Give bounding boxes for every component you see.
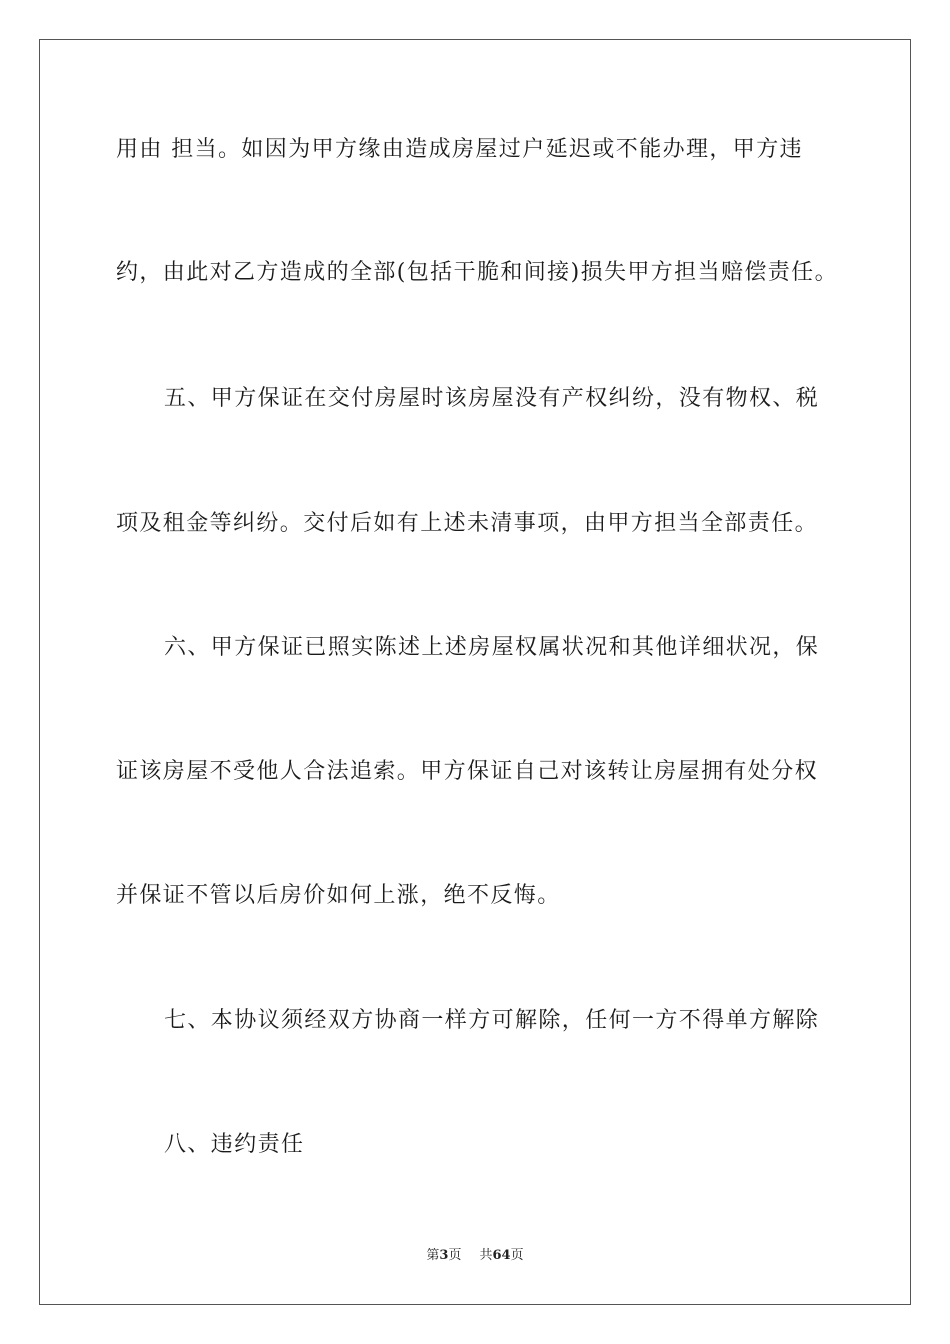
footer-page-number: 3	[439, 1248, 449, 1263]
clause-6-line-3: 并保证不管以后房价如何上涨，绝不反悔。	[116, 883, 561, 908]
clause-7-line-1: 七、本协议须经双方协商一样方可解除，任何一方不得单方解除	[164, 1008, 820, 1033]
page-footer	[0, 1247, 950, 1265]
footer-total-pages: 64	[492, 1248, 511, 1263]
body-line-1: 用由 担当。如因为甲方缘由造成房屋过户延迟或不能办理，甲方违	[116, 137, 803, 162]
clause-5-line-1: 五、甲方保证在交付房屋时该房屋没有产权纠纷，没有物权、税	[164, 386, 820, 411]
footer-page-prefix: 第	[426, 1248, 440, 1263]
clause-8-heading: 八、违约责任	[164, 1132, 305, 1157]
body-line-2: 约，由此对乙方造成的全部(包括干脆和间接)损失甲方担当赔偿责任。	[116, 260, 838, 285]
clause-6-line-2: 证该房屋不受他人合法追索。甲方保证自己对该转让房屋拥有处分权	[116, 759, 819, 784]
clause-5-line-2: 项及租金等纠纷。交付后如有上述未清事项，由甲方担当全部责任。	[116, 511, 819, 536]
footer-page-suffix: 页	[448, 1248, 462, 1263]
page-border	[39, 39, 911, 1305]
clause-6-line-1: 六、甲方保证已照实陈述上述房屋权属状况和其他详细状况，保	[164, 635, 820, 660]
footer-total-prefix: 共	[479, 1248, 493, 1263]
footer-total-suffix: 页	[510, 1248, 524, 1263]
